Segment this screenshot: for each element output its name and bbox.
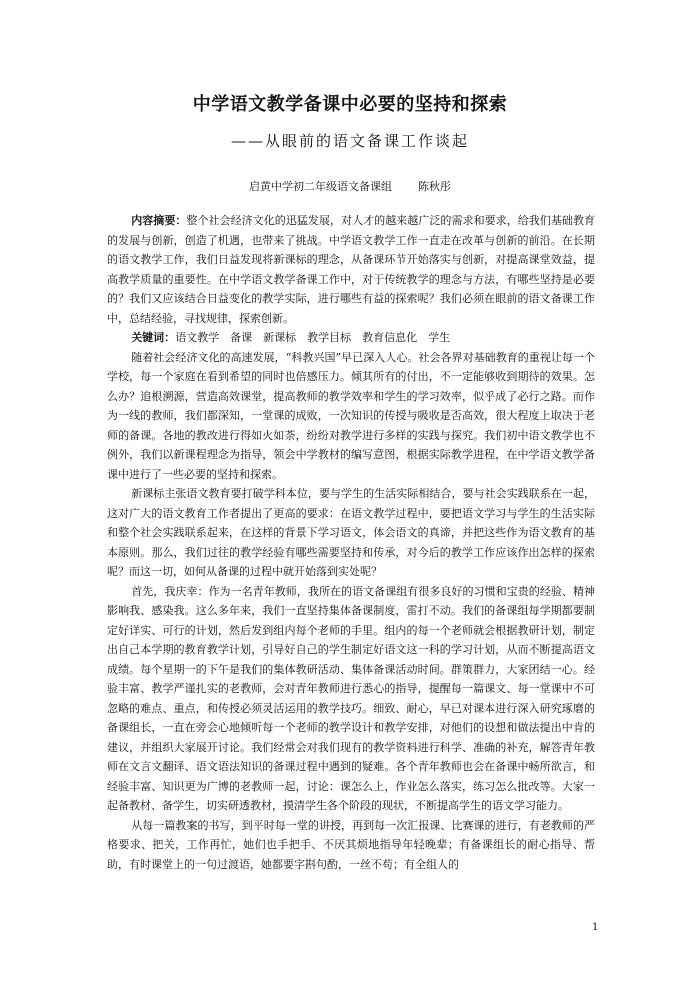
document-subtitle: ——从眼前的语文备课工作谈起 — [230, 132, 469, 150]
abstract-text: 整个社会经济文化的迅猛发展，对人才的越来越广泛的需求和要求，给我们基础教育的发展与创新，创造了机遇，也带来了挑战。中学语文教学工作一直走在改革与创新的前沿。在长期的语文教学工作，我们日益发现将新课标的理念，从备课环节开始落实与创新，对提高课堂效益，提高教学质量的重要性。在中学语文教学备课工作中，对于传统教学的理念与方法，有哪些坚持是必要的？我们又应该结合日益变化的教学实际，进行哪些有益的探索呢？我们必须在眼前的语文备课工作中，总结经验，寻找规律，探索创新。 — [107, 214, 596, 325]
document-title: 中学语文教学备课中必要的坚持和探索 — [192, 94, 508, 115]
body-paragraph: 首先，我庆幸：作为一名青年教师，我所在的语文备课组有很多良好的习惯和宝贵的经验、精神影响我、感染我。这么多年来，我们一直坚持集体备课制度，雷打不动。我们的备课组每学期都要制定好详实、可行的计划，然后发到组内每个老师的手里。组内的每一个老师就会根据教研计划，制定出自己本学期的教育教学计划，引导好自己的学生制定好语文这一科的学习计划，从而不断提高语文成绩。每个星期一的下午是我们的集体教研活动、集体备课活动时间。群策群力，大家团结一心。经验丰富、教学严谨扎实的老教师，会对青年教师进行悉心的指导，提醒每一篇课文、每一堂课中不可忽略的难点、重点，和传授必须灵活运用的教学技巧。细致、耐心，早已对课本进行深入研究琢磨的备课组长，一直在旁会心地倾听每一个老师的教学设计和教学安排，对他们的设想和做法提出中肯的建议，并组织大家展开讨论。我们经常会对我们现有的教学资料进行科学、准确的补充，解答青年教师在文言文翻译、语文语法知识的备课过程中遇到的疑难。各个青年教师也会在备课中畅所欲言，和经验丰富、知识更为广博的老教师一起，讨论：课怎么上，作业怎么落实，练习怎么批改等。大家一起备教材、备学生，切实研透教材，摸清学生各个阶段的现状，不断提高学生的语文学习能力。 — [107, 584, 595, 812]
abstract-paragraph — [107, 211, 595, 328]
keywords-text: 语文教学 备课 新课标 教学目标 教育信息化 学生 — [175, 331, 451, 344]
byline-author: 陈秋彤 — [418, 180, 451, 193]
keywords-label: 关键词： — [131, 331, 176, 344]
body-paragraph: 随着社会经济文化的高速发展，“科教兴国”早已深入人心。社会各界对基础教育的重视让每一个学校，每一个家庭在看到希望的同时也倍感压力。倾其所有的付出，不一定能够收到期待的效果。怎么办？追根溯源，营造高效课堂，提高教师的教学效率和学生的学习效率，似乎成了必行之路。而作为一线的教师，我们都深知，一堂课的成败，一次知识的传授与吸收是否高效，很大程度上取决于老师的备课。各地的教改进行得如火如荼，纷纷对教学进行多样的实践与探究。我们初中语文教学也不例外，我们以新课程理念为指导，领会中学教材的编写意图，根据实际教学进程，在中学语文教学备课中进行了一些必要的坚持和探索。 — [107, 350, 595, 481]
byline — [0, 178, 700, 194]
abstract-label: 内容摘要： — [131, 214, 187, 227]
page-number: 1 — [592, 922, 599, 933]
body-paragraph: 从每一篇教案的书写，到平时每一堂的讲授，再到每一次汇报课、比赛课的进行，有老教师的严格要求、把关，工作再忙，她们也手把手、不厌其烦地指导年轻晚辈；有备课组长的耐心指导、帮助，有时课堂上的一句过渡语，她都要字斟句酌，一丝不苟；有全组人的 — [107, 818, 595, 871]
document-body — [107, 211, 595, 874]
byline-group: 启黄中学初二年级语文备课组 — [249, 180, 392, 193]
body-paragraph: 新课标主张语文教育要打破学科本位，要与学生的生活实际相结合，要与社会实践联系在一起，这对广大的语文教育工作者提出了更高的要求：在语文教学过程中，要把语文学习与学生的生活实际和整个社会实践联系起来，在这样的背景下学习语文，体会语文的真谛，并把这些作为语文教育的基本原则。那么，我们过往的教学经验有哪些需要坚持和传承，对今后的教学工作应该作出怎样的探索呢？而这一切，如何从备课的过程中就开始落到实处呢？ — [107, 487, 595, 578]
keywords-paragraph — [107, 328, 595, 348]
